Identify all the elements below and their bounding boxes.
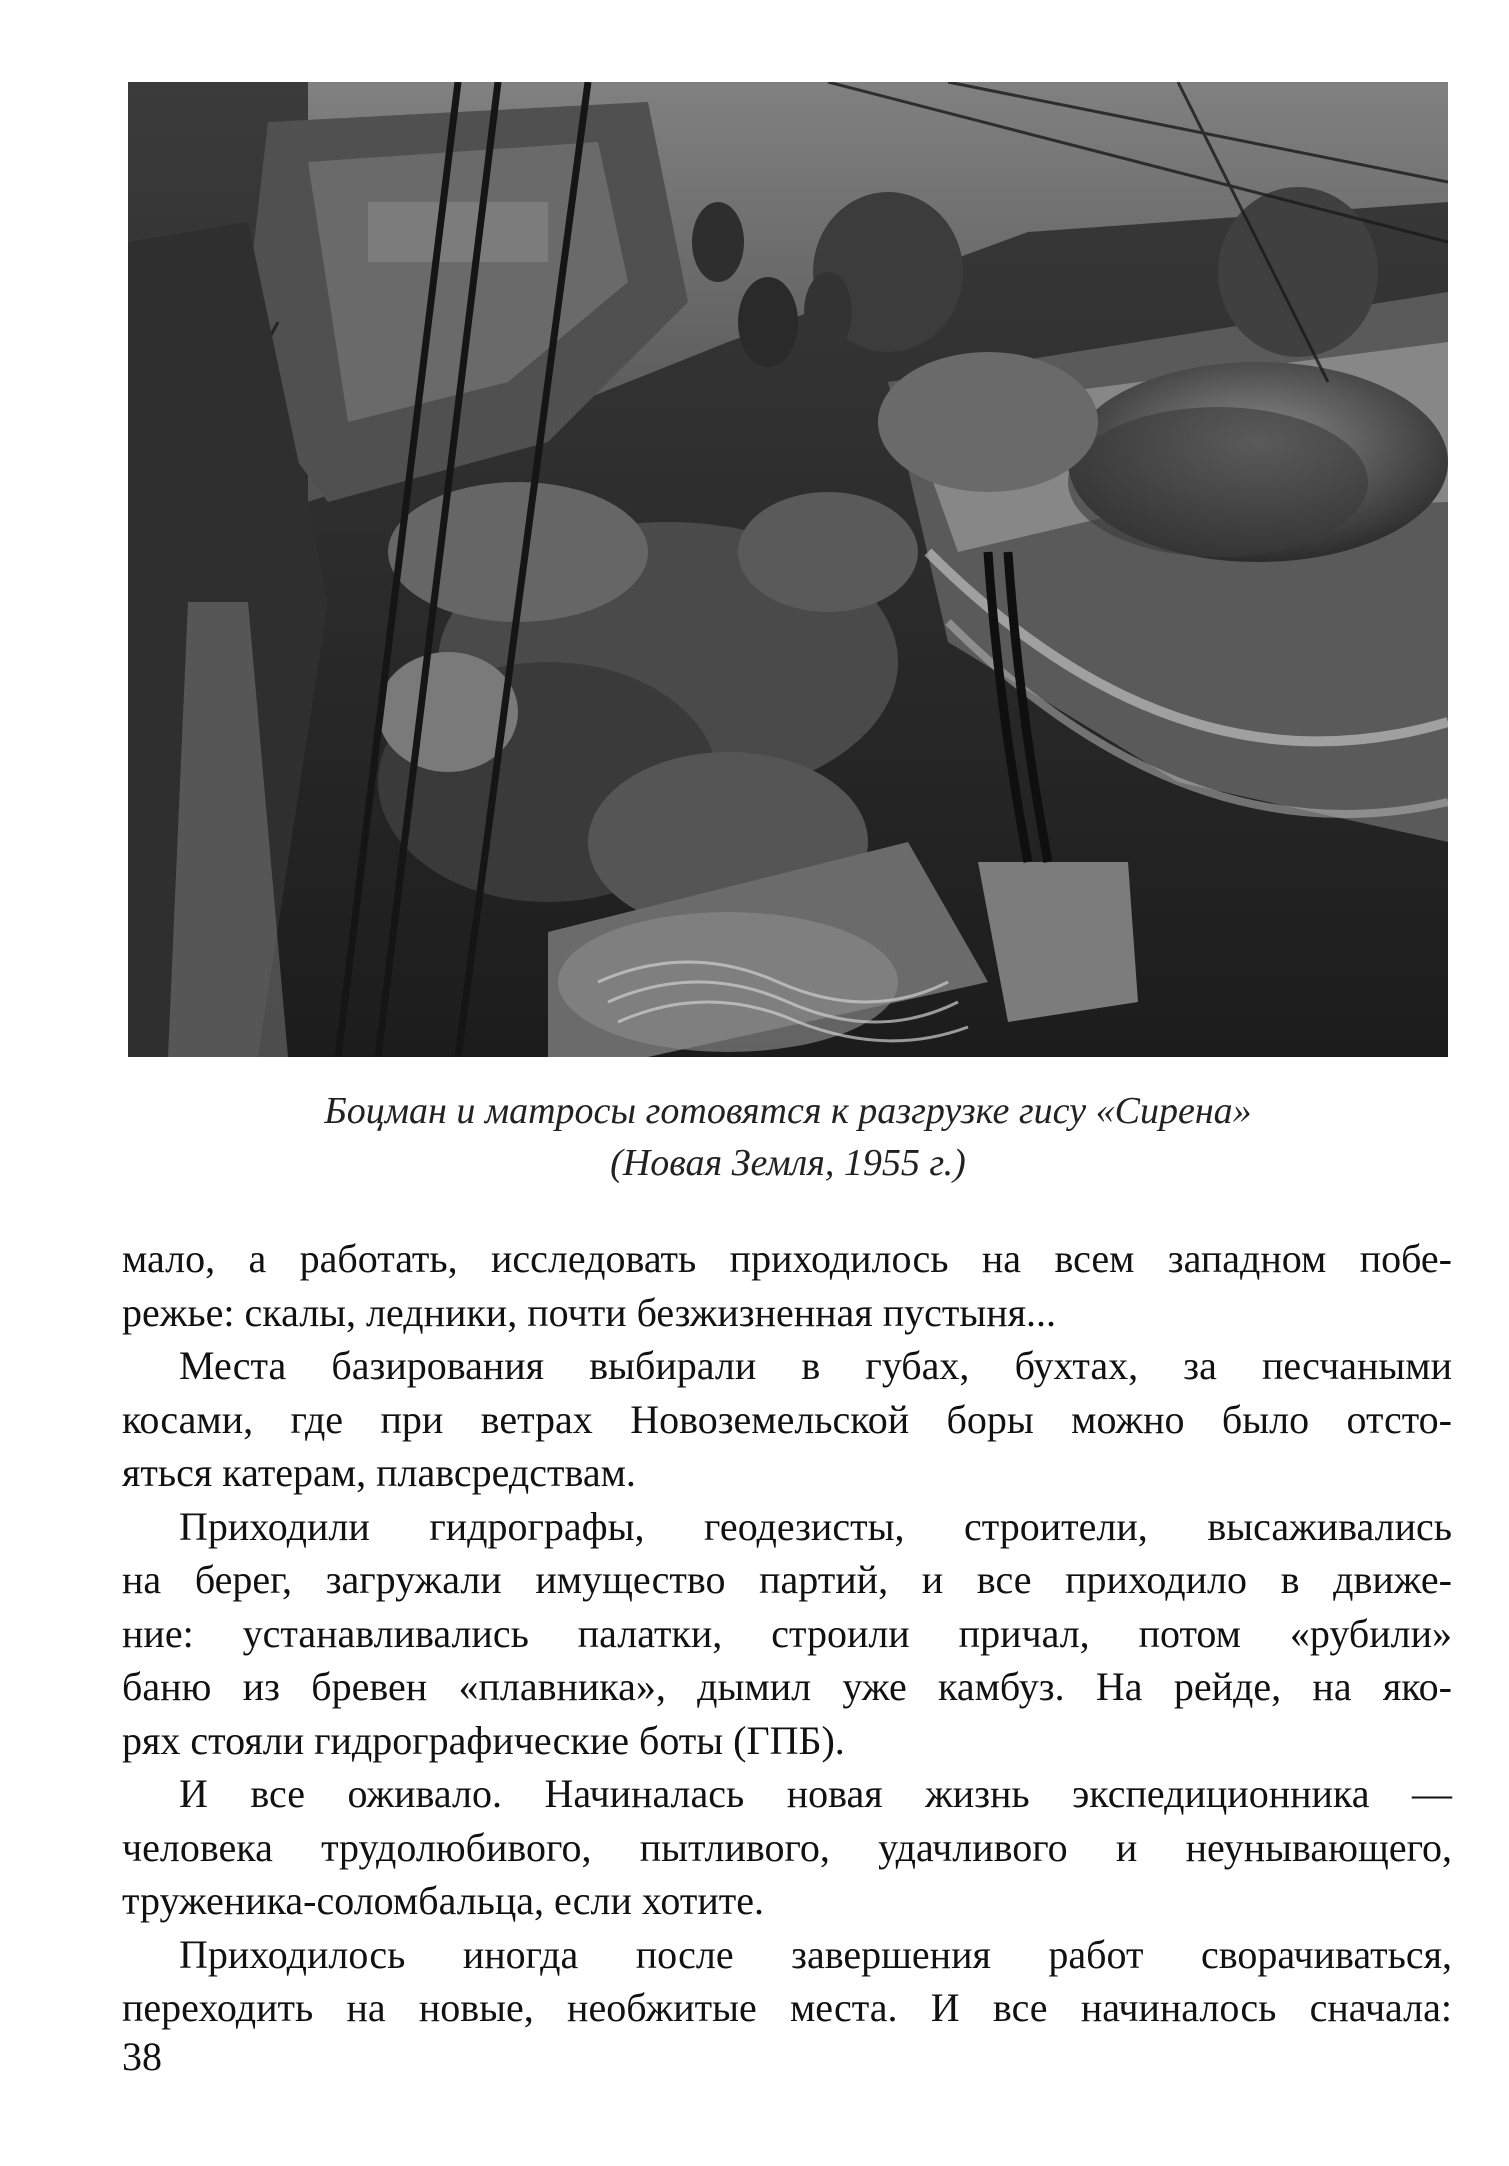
text-line: ние: устанавливались палатки, строили причал, потом «рубили» (122, 1610, 1452, 1656)
text-line: Места базирования выбирали в губах, бухтах, за песчаными (179, 1343, 1452, 1388)
archival-photo-icon (128, 82, 1448, 1057)
page-number: 38 (122, 2034, 162, 2079)
text-line: Приходилось иногда после завершения работ сворачиваться, (179, 1931, 1452, 1977)
text-line: на берег, загружали имущество партий, и все приходило в движе- (122, 1557, 1452, 1602)
text-line: режье: скалы, ледники, почти безжизненная пустыня... (122, 1289, 1057, 1335)
text-line: переходить на новые, необжитые места. И все начиналось сначала: (122, 1985, 1452, 2030)
text-line: баню из бревен «плавника», дымил уже камбуз. На рейде, на яко- (122, 1664, 1452, 1709)
body-text (122, 1232, 1452, 2035)
text-line: труженика-соломбальца, если хотите. (122, 1878, 764, 1923)
photo-caption-line-2: (Новая Земля, 1955 г.) (610, 1142, 966, 1184)
text-line: рях стояли гидрографические боты (ГПБ). (122, 1717, 845, 1763)
text-line: И все оживало. Начиналась новая жизнь экспедиционника — (179, 1771, 1452, 1816)
text-line: мало, а работать, исследовать приходилось на всем западном побе- (122, 1236, 1452, 1281)
text-line: Приходили гидрографы, геодезисты, строители, высаживались (179, 1503, 1452, 1549)
text-line: яться катерам, плавсредствам. (122, 1450, 636, 1495)
text-line: косами, где при ветрах Новоземельской боры можно было отсто- (122, 1396, 1452, 1442)
photo-caption-line-1: Боцман и матросы готовятся к разгрузке гису «Сирена» (324, 1090, 1252, 1132)
text-line: человека трудолюбивого, пытливого, удачливого и неунывающего, (122, 1824, 1452, 1870)
photo (128, 82, 1448, 1057)
